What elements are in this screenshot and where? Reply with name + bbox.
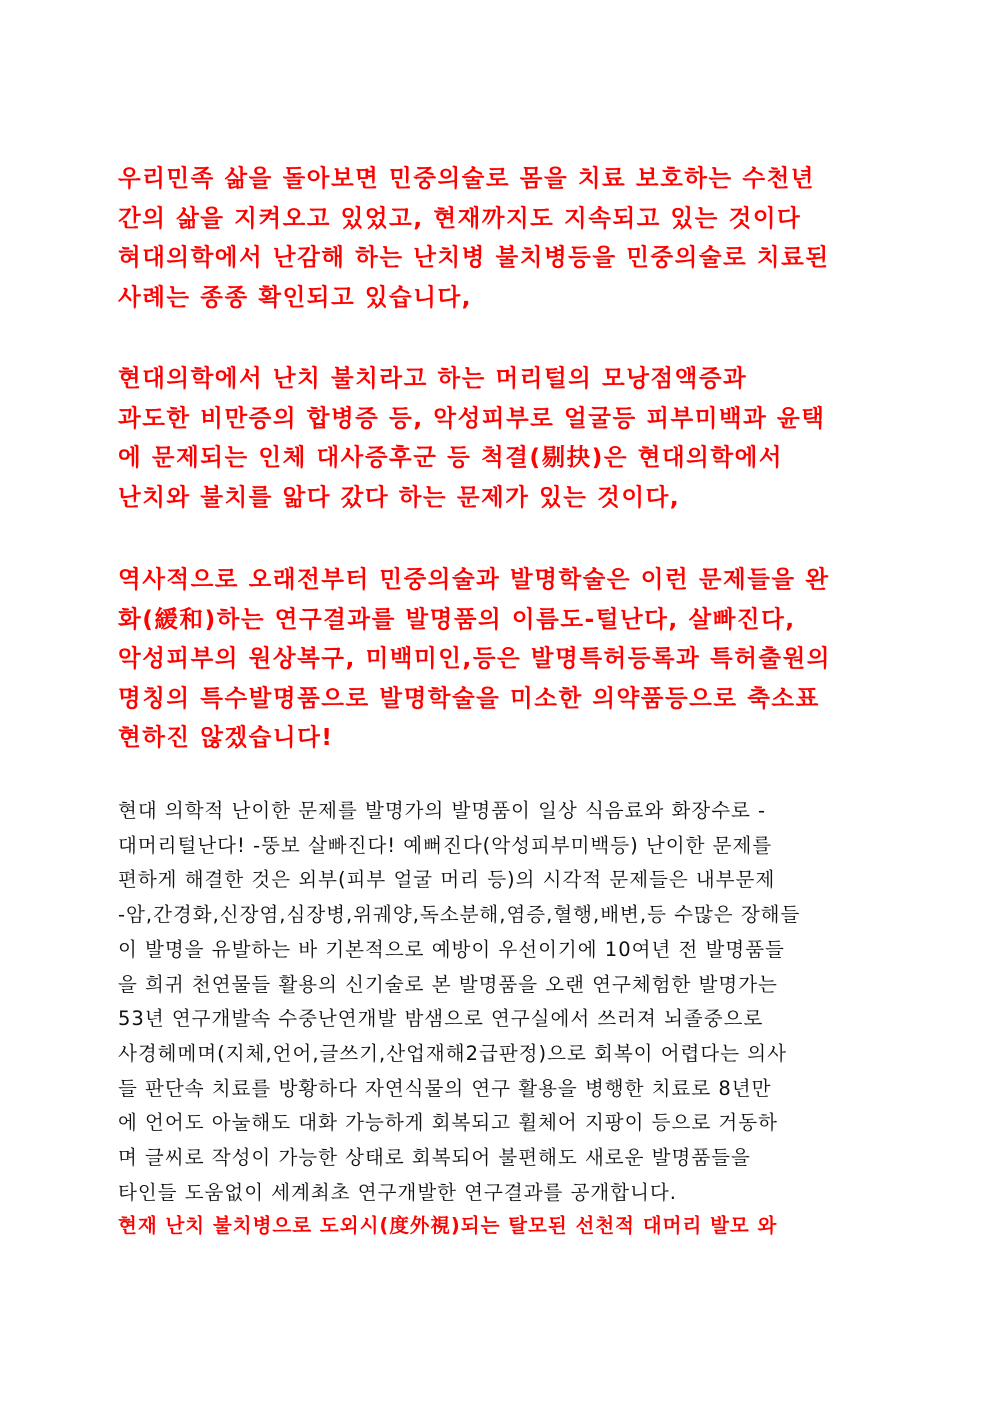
paragraph-line: 편하게 해결한 것은 외부(피부 얼굴 머리 등)의 시각적 문제들은 내부문제 (118, 868, 776, 892)
paragraph-line: 사경헤메며(지체,언어,글쓰기,산업재해2급판정)으로 회복이 어렵다는 의사 (118, 1041, 787, 1065)
paragraph-line: 들 판단속 치료를 방황하다 자연식물의 연구 활용을 병행한 치료로 8년만 (118, 1076, 772, 1100)
paragraph-line: 현대 의학적 난이한 문제를 발명가의 발명품이 일상 식음료와 화장수로 - (118, 799, 767, 822)
paragraph-line: 현대의학에서 난치 불치라고 하는 머리털의 모낭점액증과 (118, 364, 748, 392)
paragraph-line: 현하진 않겠습니다! (118, 723, 334, 751)
paragraph-line: 우리민족 삶을 돌아보면 민중의술로 몸을 치료 보호하는 수천년 (118, 164, 815, 192)
paragraph-line: 혀대의학에서 난감해 하는 난치병 불치병등을 민중의술로 치료된 (118, 243, 830, 271)
paragraph-line: 현재 난치 불치병으로 도외시(度外視)되는 탈모된 선천적 대머리 발모 와 (118, 1214, 778, 1237)
paragraph-history (118, 560, 878, 758)
paragraph-intro (118, 159, 878, 317)
paragraph-line: 화(緩和)하는 연구결과를 발명품의 이름도-털난다, 살빠진다, (118, 604, 796, 633)
paragraph-line: 53년 연구개발속 수중난연개발 밤샘으로 연구실에서 쓰러져 뇌졸중으로 (118, 1007, 764, 1031)
paragraph-line: 과도한 비만증의 합병증 등, 악성피부로 얼굴등 피부미백과 윤택 (118, 403, 826, 432)
paragraph-line: 타인들 도움없이 세계최초 연구개발한 연구결과를 공개합니다. (118, 1180, 677, 1204)
paragraph-line: 대머리털난다! -뚱보 살빠진다! 예뻐진다(악성피부미백등) 난이한 문제를 (118, 833, 773, 857)
paragraph-line: 이 발명을 유발하는 바 기본적으로 예방이 우선이기에 10여년 전 발명품들 (118, 937, 785, 961)
paragraph-line: 명칭의 특수발명품으로 발명학술을 미소한 의약품등으로 축소표 (118, 683, 820, 712)
paragraph-line: 에 언어도 아눌해도 대화 가능하게 회복되고 휠체어 지팡이 등으로 거동하 (118, 1111, 778, 1135)
paragraph-line: -암,간경화,신장염,심장병,위궤양,독소분해,염증,혈행,배변,등 수많은 장해들 (118, 903, 801, 927)
paragraph-line: 역사적으로 오래전부터 민중의술과 발명학술은 이런 문제들을 완 (118, 565, 830, 593)
paragraph-modern-medicine (118, 359, 878, 517)
paragraph-line: 을 희귀 천연물들 활용의 신기술로 본 발명품을 오랜 연구체험한 발명가는 (118, 972, 778, 996)
paragraph-inventor-story (118, 794, 878, 1210)
paragraph-line: 며 글씨로 작성이 가능한 상태로 회복되어 불편해도 새로운 발명품들을 (118, 1146, 751, 1170)
paragraph-line: 난치와 불치를 앎다 갔다 하는 문제가 있는 것이다, (118, 482, 681, 511)
paragraph-closing (118, 1209, 878, 1244)
paragraph-line: 간의 삶을 지켜오고 있었고, 현재까지도 지속되고 있는 것이다 (118, 203, 802, 232)
paragraph-line: 사례는 종종 확인되고 있습니다, (118, 282, 473, 311)
paragraph-line: 에 문제되는 인체 대사증후군 등 척결(剔抉)은 현대의학에서 (118, 443, 783, 471)
paragraph-line: 악성피부의 원상복구, 미백미인,등은 발명특허등록과 특허출원의 (118, 644, 832, 672)
